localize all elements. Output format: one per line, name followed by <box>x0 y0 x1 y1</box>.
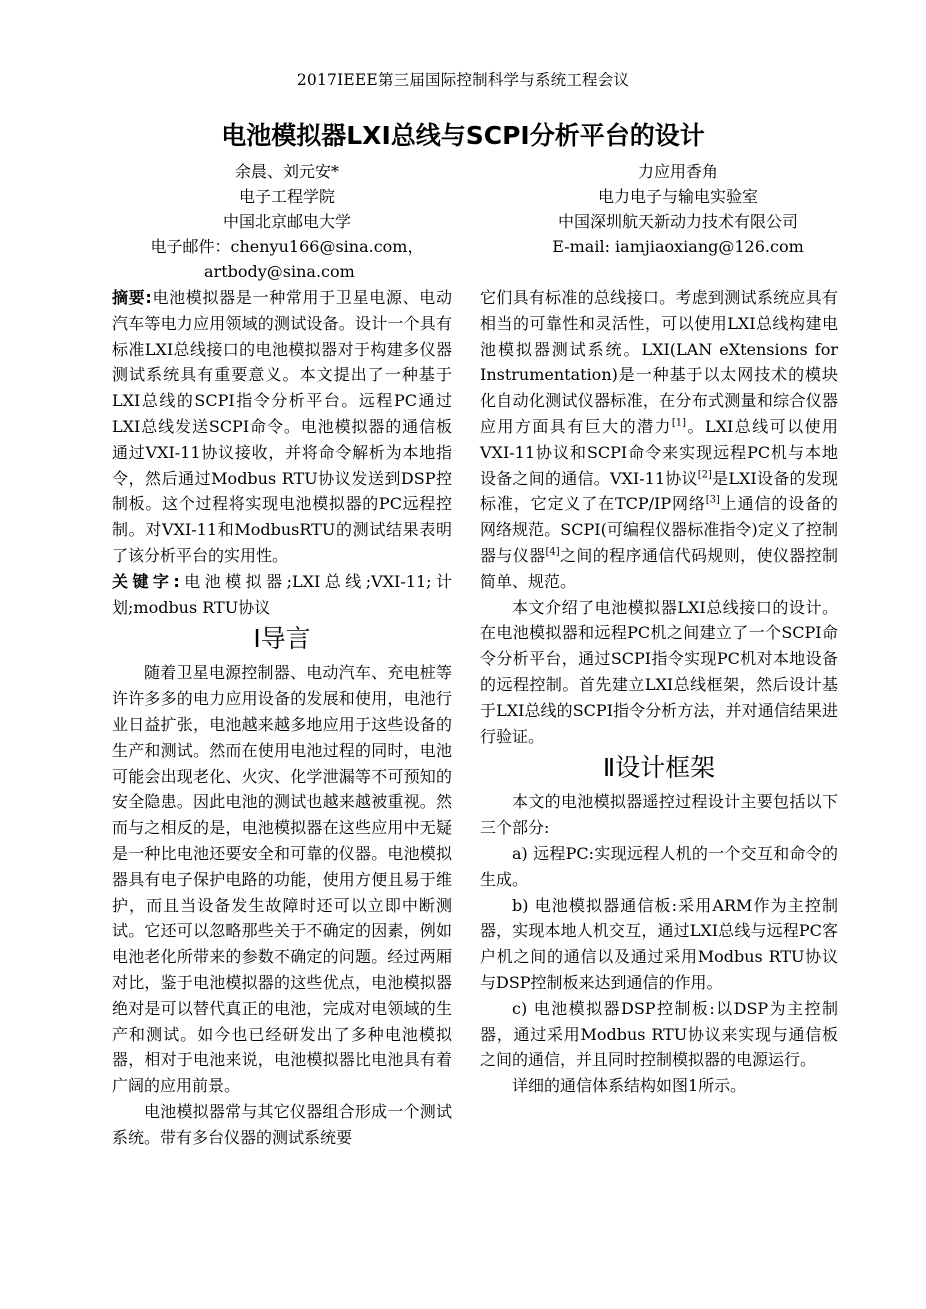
author-names: 力应用香角 <box>637 162 718 181</box>
intro-paragraph-2-continued: 它们具有标准的总线接口。考虑到测试系统应具有相当的可靠性和灵活性，可以使用LXI总线构建电池模拟器测试系统。LXI(LAN eXtensions for Instrumentation)是一种基于以太网技术的模块化自动化测试仪器标准，在分布式测量和综合仪器应用方面具有巨大的潜力[1]。LXI总线可以使用VXI-11协议和SCPI命令来实现远程PC机与本地设备之间的通信。VXI-11协议[2]是LXI设备的发现标准，它定义了在TCP/IP网络[3]上通信的设备的网络规范。SCPI(可编程仪器标准指令)定义了控制器与仪器[4]之间的程序通信代码规则，使仪器控制简单、规范。 <box>480 288 838 591</box>
intro-paragraph-2-start: 电池模拟器常与其它仪器组合形成一个测试系统。带有多台仪器的测试系统要 <box>112 1101 452 1147</box>
author-names: 余晨、刘元安* <box>234 162 339 181</box>
abstract-label: 摘要: <box>112 288 152 307</box>
design-closing: 详细的通信体系结构如图1所示。 <box>512 1076 747 1096</box>
intro-paragraph-3: 本文介绍了电池模拟器LXI总线接口的设计。在电池模拟器和远程PC机之间建立了一个SCPI命令分析平台，通过SCPI指令实现PC机对本地设备的远程控制。首先建立LXI总线框架，然后设计基于LXI总线的SCPI指令分析方法，并对通信结果进行验证。 <box>480 597 838 746</box>
author-email: 电子邮件：chenyu166@sina.com， <box>150 237 424 256</box>
author-university: 中国北京邮电大学 <box>222 212 351 231</box>
abstract-text: 电池模拟器是一种常用于卫星电源、电动汽车等电力应用领域的测试设备。设计一个具有标准LXI总线接口的电池模拟器对于构建多仪器测试系统具有重要意义。本文提出了一种基于LXI总线的SCPI指令分析平台。远程PC通过LXI总线发送SCPI命令。电池模拟器的通信板通过VXI-11协议接收，并将命令解析为本地指令，然后通过Modbus RTU协议发送到DSP控制板。这个过程将实现电池模拟器的PC远程控制。对VXI-11和ModbusRTU的测试结果表明了该分析平台的实用性。 <box>112 288 452 565</box>
author-organization: 中国深圳航天新动力技术有限公司 <box>557 212 798 231</box>
author-department: 电力电子与输电实验室 <box>597 187 758 206</box>
design-item-a: a) 远程PC:实现远程人机的一个交互和命令的生成。 <box>480 843 838 889</box>
section-heading-design-framework: Ⅱ设计框架 <box>602 753 716 783</box>
paper-title: 电池模拟器LXI总线与SCPI分析平台的设计 <box>221 121 705 150</box>
right-column <box>480 285 838 1099</box>
citation: [4] <box>545 546 560 558</box>
conference-header: 2017IEEE第三届国际控制科学与系统工程会议 <box>296 71 630 89</box>
author-email: E-mail: iamjiaoxiang@126.com <box>552 237 804 256</box>
intro-paragraph: 随着卫星电源控制器、电动汽车、充电桩等许许多多的电力应用设备的发展和使用，电池行业日益扩张，电池越来越多地应用于这些设备的生产和测试。然而在使用电池过程的同时，电池可能会出现老化、火灾、化学泄漏等不可预知的安全隐患。因此电池的测试也越来越被重视。然而与之相反的是，电池模拟器在这些应用中无疑是一种比电池还要安全和可靠的仪器。电池模拟器具有电子保护电路的功能，使用方便且易于维护，而且当设备发生故障时还可以立即中断测试。它还可以忽略那些关于不确定的因素，例如电池老化所带来的参数不确定的问题。经过两厢对比，鉴于电池模拟器的这些优点，电池模拟器绝对是可以替代真正的电池，完成对电领域的生产和测试。如今也已经研发出了多种电池模拟器，相对于电池来说，电池模拟器比电池具有着广阔的应用前景。 <box>112 663 452 1096</box>
citation: [3] <box>705 495 720 507</box>
design-item-c: c) 电池模拟器DSP控制板:以DSP为主控制器，通过采用Modbus RTU协议来实现与通信板之间的通信，并且同时控制模拟器的电源运行。 <box>480 998 838 1070</box>
author-block-right <box>468 159 888 259</box>
keywords <box>112 569 452 621</box>
keywords-text: 电池模拟器;LXI总线;VXI-11;计划;modbus RTU协议 <box>112 571 452 617</box>
author-email-continued: artbody@sina.com <box>204 262 355 281</box>
citation: [2] <box>697 469 712 481</box>
author-block-left <box>112 159 462 284</box>
keywords-label: 关键字: <box>112 571 180 591</box>
citation: [1] <box>671 417 687 429</box>
author-department: 电子工程学院 <box>238 187 335 206</box>
left-column <box>112 285 452 1151</box>
section-heading-introduction: Ⅰ导言 <box>253 624 311 654</box>
design-intro: 本文的电池模拟器遥控过程设计主要包括以下三个部分: <box>480 792 838 838</box>
abstract <box>112 285 452 569</box>
design-item-b: b) 电池模拟器通信板:采用ARM作为主控制器，实现本地人机交互，通过LXI总线与远程PC客户机之间的通信以及通过采用Modbus RTU协议与DSP控制板来达到通信的作用。 <box>480 895 838 992</box>
